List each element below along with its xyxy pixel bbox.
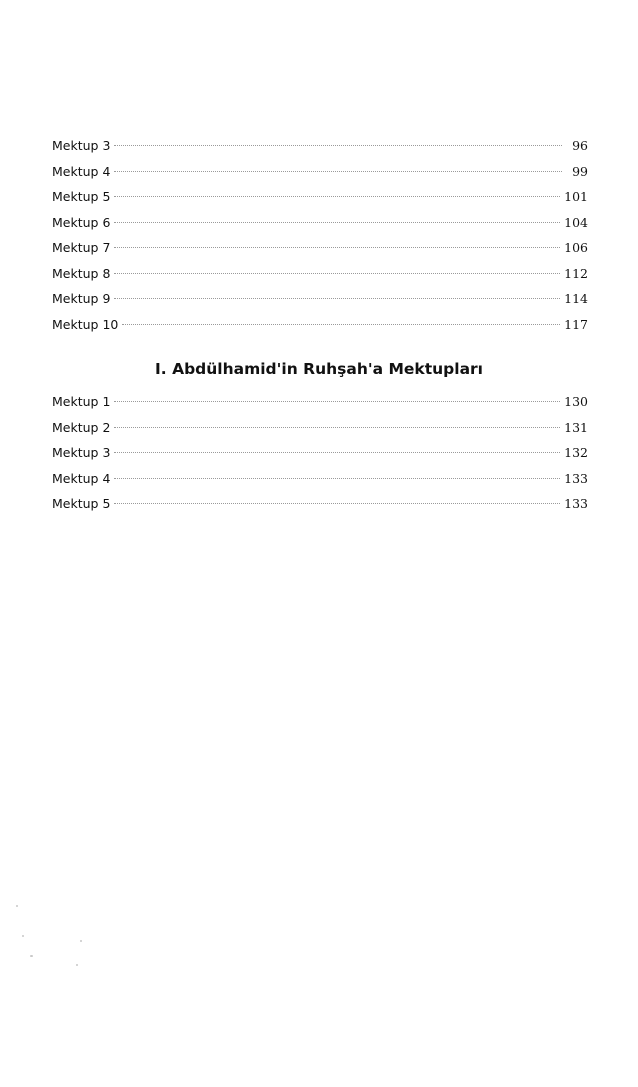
toc-page-number: 106 [564,240,588,255]
dot-leader [114,478,560,479]
toc-entry [52,159,588,185]
toc-entry [52,133,588,159]
toc-page-number: 133 [564,470,588,486]
dot-leader [114,452,560,453]
toc-entry [52,184,588,210]
toc-entry [52,415,588,441]
toc-entry [52,210,588,236]
toc-page-number: 117 [564,316,588,332]
toc-page-number: 130 [564,394,588,409]
dot-leader [114,427,560,428]
toc-entry [52,286,588,312]
toc-entry-title: Mektup 7 [52,240,111,255]
toc-page-number: 114 [564,291,588,306]
toc-entry-title: Mektup 2 [52,419,111,435]
toc-entry-title: Mektup 8 [52,265,111,281]
toc-entry [52,491,588,517]
scan-speck [76,964,78,966]
dot-leader [114,401,560,402]
toc-entry-title: Mektup 3 [52,138,111,153]
dot-leader [114,145,562,146]
toc-entry [52,312,588,338]
dot-leader [114,273,560,274]
toc-page-number: 96 [572,138,588,153]
toc-entry [52,466,588,492]
toc-entry-title: Mektup 9 [52,291,111,306]
toc-entry-title: Mektup 4 [52,163,111,179]
scan-speck [30,955,33,957]
toc-list-letters-1 [52,133,588,337]
toc-page-number: 132 [564,445,588,460]
dot-leader [114,298,560,299]
section-heading: I. Abdülhamid'in Ruhşah'a Mektupları [155,360,483,378]
dot-leader [114,222,560,223]
scan-speck [22,935,24,937]
toc-entry-title: Mektup 1 [52,394,111,409]
toc-entry-title: Mektup 3 [52,445,111,460]
toc-page-number: 99 [572,163,588,179]
toc-entry-title: Mektup 10 [52,316,119,332]
toc-entry-title: Mektup 6 [52,214,111,230]
toc-page-number: 133 [564,496,588,511]
toc-page-number: 131 [564,419,588,435]
toc-entry [52,440,588,466]
toc-entry [52,261,588,287]
scan-speck [80,940,82,942]
dot-leader [114,171,562,172]
toc-page-number: 101 [564,189,588,204]
dot-leader [114,503,560,504]
toc-entry-title: Mektup 5 [52,189,111,204]
dot-leader [114,196,560,197]
toc-page-number: 112 [564,265,588,281]
scan-speck [16,905,18,907]
toc-entry [52,235,588,261]
dot-leader [122,324,560,325]
toc-entry-title: Mektup 5 [52,496,111,511]
toc-list-letters-2 [52,389,588,517]
toc-entry-title: Mektup 4 [52,470,111,486]
toc-entry [52,389,588,415]
toc-page-number: 104 [564,214,588,230]
dot-leader [114,247,560,248]
